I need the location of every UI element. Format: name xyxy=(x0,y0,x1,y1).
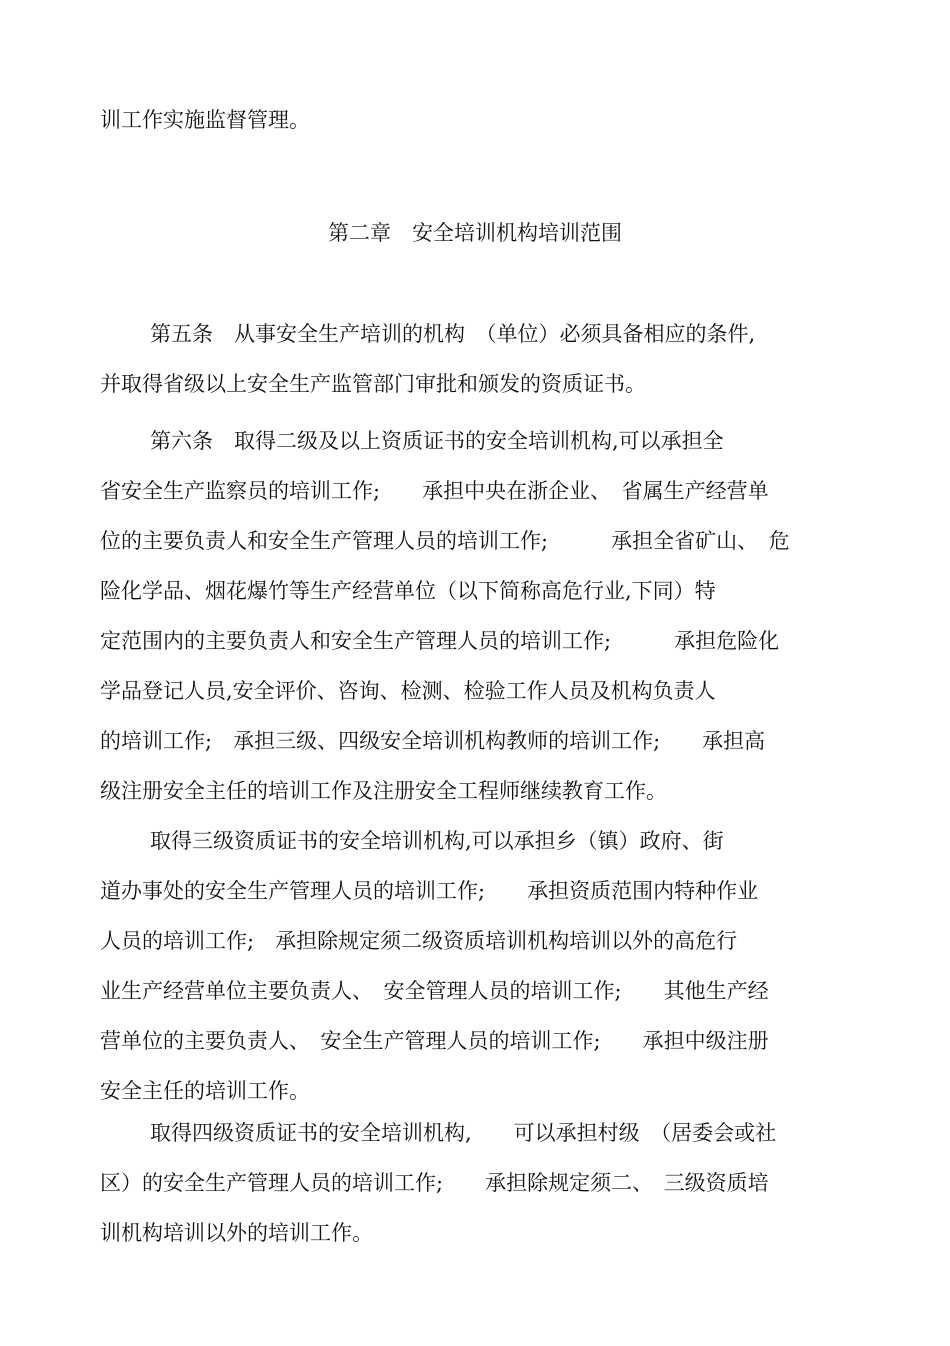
article-6-line: 学品登记人员,安全评价、咨询、检测、检验工作人员及机构负责人 xyxy=(100,679,716,703)
chapter-heading: 第二章 安全培训机构培训范围 xyxy=(328,221,622,245)
level-4-line: 取得四级资质证书的安全培训机构, 可以承担村级 （居委会或社 xyxy=(150,1121,777,1145)
article-6-line: 位的主要负责人和安全生产管理人员的培训工作; 承担全省矿山、 危 xyxy=(100,529,790,553)
level-3-line: 业生产经营单位主要负责人、 安全管理人员的培训工作; 其他生产经 xyxy=(100,979,769,1003)
level-3-line: 安全主任的培训工作。 xyxy=(100,1079,310,1103)
article-5-line: 第五条 从事安全生产培训的机构 （单位）必须具备相应的条件, xyxy=(150,322,756,346)
article-6-line: 第六条 取得二级及以上资质证书的安全培训机构,可以承担全 xyxy=(150,429,724,453)
level-3-line: 人员的培训工作; 承担除规定须二级资质培训机构培训以外的高危行 xyxy=(100,929,738,953)
level-4-line: 区）的安全生产管理人员的培训工作; 承担除规定须二、 三级资质培 xyxy=(100,1171,769,1195)
article-6-line: 的培训工作; 承担三级、四级安全培训机构教师的培训工作; 承担高 xyxy=(100,729,766,753)
level-4-line: 训机构培训以外的培训工作。 xyxy=(100,1221,373,1245)
article-6-line: 级注册安全主任的培训工作及注册安全工程师继续教育工作。 xyxy=(100,779,667,803)
level-3-line: 取得三级资质证书的安全培训机构,可以承担乡（镇）政府、街 xyxy=(150,829,724,853)
article-5-line: 并取得省级以上安全生产监管部门审批和颁发的资质证书。 xyxy=(100,372,646,396)
intro-tail-line: 训工作实施监督管理。 xyxy=(100,108,310,132)
level-3-line: 营单位的主要负责人、 安全生产管理人员的培训工作; 承担中级注册 xyxy=(100,1029,769,1053)
article-6-line: 省安全生产监察员的培训工作; 承担中央在浙企业、 省属生产经营单 xyxy=(100,479,769,503)
article-6-line: 定范围内的主要负责人和安全生产管理人员的培训工作; 承担危险化 xyxy=(100,629,780,653)
level-3-line: 道办事处的安全生产管理人员的培训工作; 承担资质范围内特种作业 xyxy=(100,879,759,903)
article-6-line: 险化学品、烟花爆竹等生产经营单位（以下简称高危行业,下同）特 xyxy=(100,579,716,603)
